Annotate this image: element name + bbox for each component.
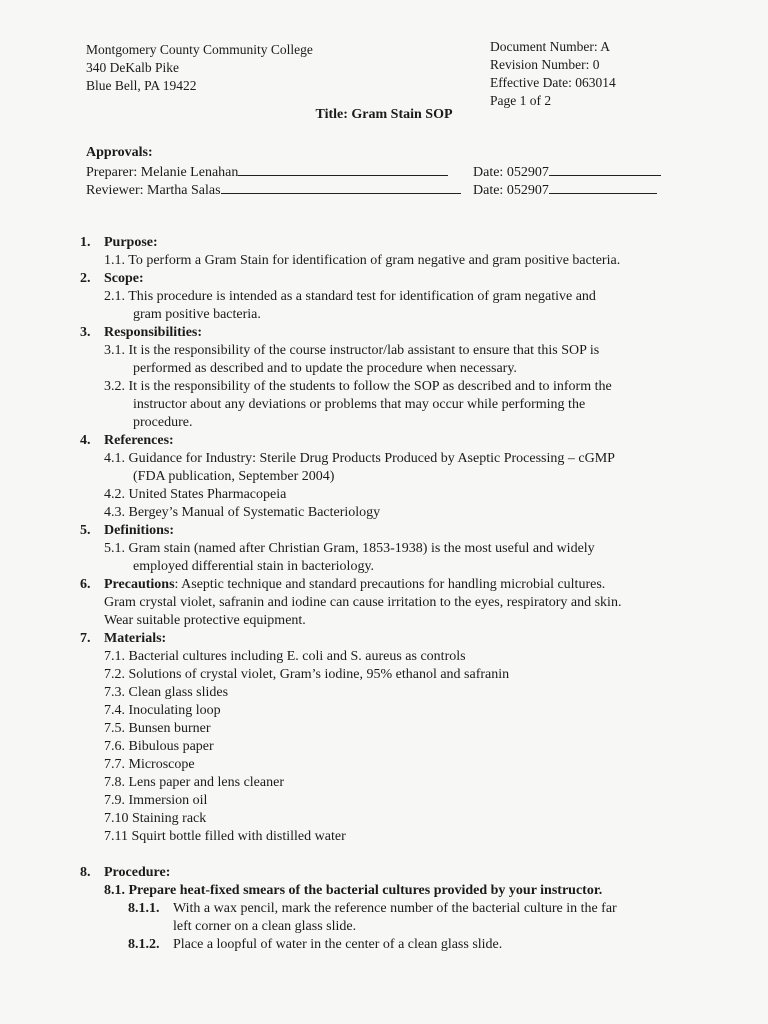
- section-heading: Responsibilities:: [104, 325, 203, 340]
- list-item-continuation: instructor about any deviations or problems that may occur while performing the: [133, 397, 586, 412]
- institution-address: [86, 41, 313, 95]
- list-item: 7.7. Microscope: [104, 757, 195, 772]
- list-item-continuation: procedure.: [133, 415, 193, 430]
- list-item: 3.2. It is the responsibility of the students to follow the SOP as described and to inform the: [104, 379, 612, 394]
- revision-number: Revision Number: 0: [490, 57, 600, 72]
- section-heading: Procedure:: [104, 865, 171, 880]
- reviewer-signature-line: [221, 180, 461, 194]
- list-item: 7.1. Bacterial cultures including E. coli and S. aureus as controls: [104, 649, 466, 664]
- step-text-continuation: left corner on a clean glass slide.: [173, 919, 357, 934]
- list-item: 1.1. To perform a Gram Stain for identification of gram negative and gram positive bacteria.: [104, 253, 621, 268]
- section-purpose: [80, 234, 680, 252]
- list-item: 4.3. Bergey’s Manual of Systematic Bacteriology: [104, 505, 381, 520]
- reviewer-date-line: [549, 180, 657, 194]
- page-number: Page 1 of 2: [490, 93, 552, 108]
- preparer-date-line: [549, 162, 661, 176]
- section-number: 3.: [80, 325, 91, 340]
- precautions-text: : Aseptic technique and standard precautions for handling microbial cultures.: [174, 577, 606, 592]
- section-heading: Definitions:: [104, 523, 174, 538]
- section-definitions: [80, 522, 680, 540]
- section-scope: [80, 270, 680, 288]
- list-item: 7.11 Squirt bottle filled with distilled water: [104, 829, 346, 844]
- section-number: 7.: [80, 631, 91, 646]
- list-item: 5.1. Gram stain (named after Christian Gram, 1853-1938) is the most useful and widely: [104, 541, 595, 556]
- list-item-continuation: gram positive bacteria.: [133, 307, 261, 322]
- document-title: Title: Gram Stain SOP: [315, 107, 453, 122]
- section-number: 5.: [80, 523, 91, 538]
- effective-date: Effective Date: 063014: [490, 75, 616, 90]
- list-item: 7.5. Bunsen burner: [104, 721, 211, 736]
- list-item: 4.1. Guidance for Industry: Sterile Drug Products Produced by Aseptic Processing – cGMP: [104, 451, 615, 466]
- section-number: 1.: [80, 235, 91, 250]
- preparer-name: Preparer: Melanie Lenahan: [86, 165, 239, 180]
- list-item: 2.1. This procedure is intended as a standard test for identification of gram negative and: [104, 289, 596, 304]
- list-item-continuation: (FDA publication, September 2004): [133, 469, 335, 484]
- preparer-date: Date: 052907: [473, 165, 549, 180]
- list-item: 7.8. Lens paper and lens cleaner: [104, 775, 284, 790]
- section-heading: References:: [104, 433, 174, 448]
- list-item: 7.9. Immersion oil: [104, 793, 208, 808]
- section-procedure: [80, 864, 680, 882]
- preparer-row: [86, 162, 549, 180]
- reviewer-row: [86, 180, 549, 198]
- reviewer-date: Date: 052907: [473, 183, 549, 198]
- section-heading: Purpose:: [104, 235, 158, 250]
- list-item: 7.2. Solutions of crystal violet, Gram’s iodine, 95% ethanol and safranin: [104, 667, 510, 682]
- step-number: 8.1.1.: [128, 901, 160, 916]
- list-item: 7.6. Bibulous paper: [104, 739, 214, 754]
- list-item: 7.10 Staining rack: [104, 811, 207, 826]
- list-item: 3.1. It is the responsibility of the course instructor/lab assistant to ensure that this SOP is: [104, 343, 600, 358]
- section-number: 4.: [80, 433, 91, 448]
- section-references: [80, 432, 680, 450]
- sop-body: [80, 234, 680, 954]
- address-city: Blue Bell, PA 19422: [86, 78, 197, 93]
- section-number: 8.: [80, 865, 91, 880]
- precautions-text: Gram crystal violet, safranin and iodine can cause irritation to the eyes, respiratory and skin.: [104, 595, 622, 610]
- list-item: 7.3. Clean glass slides: [104, 685, 229, 700]
- step-number: 8.1.2.: [128, 937, 160, 952]
- section-materials: [80, 630, 680, 648]
- section-number: 2.: [80, 271, 91, 286]
- section-precautions: [80, 576, 680, 594]
- section-heading: Precautions: [104, 577, 175, 592]
- document-info: [490, 38, 616, 110]
- approvals-block: [86, 144, 549, 198]
- institution-name: Montgomery County Community College: [86, 42, 313, 57]
- list-item: 7.4. Inoculating loop: [104, 703, 221, 718]
- approvals-heading: Approvals:: [86, 145, 153, 160]
- section-number: 6.: [80, 577, 91, 592]
- step-text: With a wax pencil, mark the reference number of the bacterial culture in the far: [173, 901, 617, 916]
- list-item: 4.2. United States Pharmacopeia: [104, 487, 287, 502]
- document-number: Document Number: A: [490, 39, 610, 54]
- address-street: 340 DeKalb Pike: [86, 60, 179, 75]
- list-item-continuation: employed differential stain in bacteriology.: [133, 559, 375, 574]
- reviewer-name: Reviewer: Martha Salas: [86, 183, 221, 198]
- step-text: Place a loopful of water in the center of a clean glass slide.: [173, 937, 503, 952]
- preparer-signature-line: [238, 162, 448, 176]
- section-responsibilities: [80, 324, 680, 342]
- section-heading: Materials:: [104, 631, 167, 646]
- precautions-text: Wear suitable protective equipment.: [104, 613, 306, 628]
- procedure-subheading: 8.1. Prepare heat-fixed smears of the bacterial cultures provided by your instructor.: [104, 883, 603, 898]
- section-heading: Scope:: [104, 271, 144, 286]
- list-item-continuation: performed as described and to update the procedure when necessary.: [133, 361, 517, 376]
